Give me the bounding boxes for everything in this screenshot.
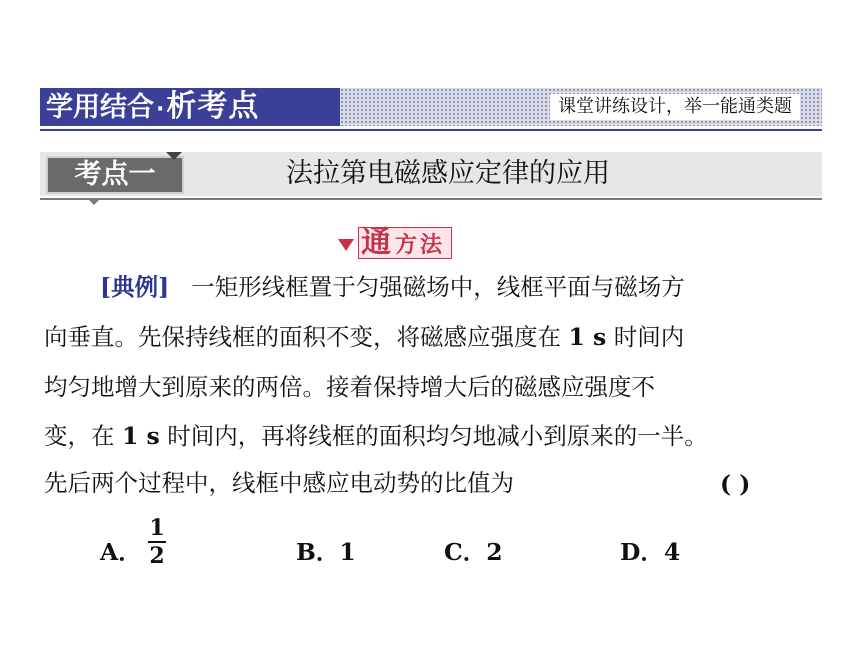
problem-text-4b: 时间内，再将线框的面积均匀地减小到原来的一半。	[159, 422, 708, 450]
option-a-fraction	[148, 516, 166, 568]
fraction-numerator: 1	[149, 515, 165, 541]
banner-title-dot: ·	[156, 97, 165, 122]
method-big-char: 通	[361, 225, 391, 260]
section-label: 考点一	[46, 156, 184, 194]
banner-divider	[40, 129, 822, 131]
fraction-denominator: 2	[149, 543, 165, 569]
section-title: 法拉第电磁感应定律的应用	[286, 158, 610, 189]
example-tag: [典例]	[100, 273, 170, 301]
option-a-label: A．	[100, 538, 142, 566]
option-d: D．4	[620, 538, 681, 566]
option-c: C．2	[444, 538, 503, 566]
problem-line-5	[44, 468, 514, 498]
problem-text-2b: 时间内	[606, 323, 685, 351]
problem-text-5: 先后两个过程中，线框中感应电动势的比值为	[44, 469, 514, 497]
problem-text-3: 均匀地增大到原来的两倍。接着保持增大后的磁感应强度不	[44, 373, 655, 401]
problem-line-2	[44, 322, 684, 352]
down-triangle-icon	[338, 239, 354, 251]
corner-triangle-icon	[166, 152, 182, 160]
method-rest-text: 方法	[395, 232, 446, 258]
method-label	[338, 225, 452, 261]
method-box	[358, 227, 452, 259]
banner-subtitle: 课堂讲练设计，举一能通类题	[550, 94, 800, 120]
problem-text-4a: 变，在	[44, 422, 122, 450]
problem-text-2a: 向垂直。先保持线框的面积不变，将磁感应强度在	[44, 323, 569, 351]
banner-title-part1: 学用结合	[46, 92, 154, 123]
problem-value-time-2: 1 s	[121, 422, 160, 450]
problem-line-3	[44, 372, 655, 402]
problem-line-4	[44, 421, 708, 451]
banner-title	[40, 88, 340, 126]
section-divider	[40, 198, 822, 200]
option-b: B．1	[296, 538, 356, 566]
problem-line-1	[100, 272, 685, 302]
banner-title-part2: 析考点	[166, 89, 260, 124]
notch-triangle-icon	[88, 199, 100, 205]
answer-blank: ( )	[720, 470, 751, 498]
problem-value-time-1: 1 s	[568, 323, 607, 351]
problem-text-1: 一矩形线框置于匀强磁场中，线框平面与磁场方	[191, 273, 685, 301]
chapter-banner	[40, 88, 822, 126]
section-header	[40, 152, 822, 196]
